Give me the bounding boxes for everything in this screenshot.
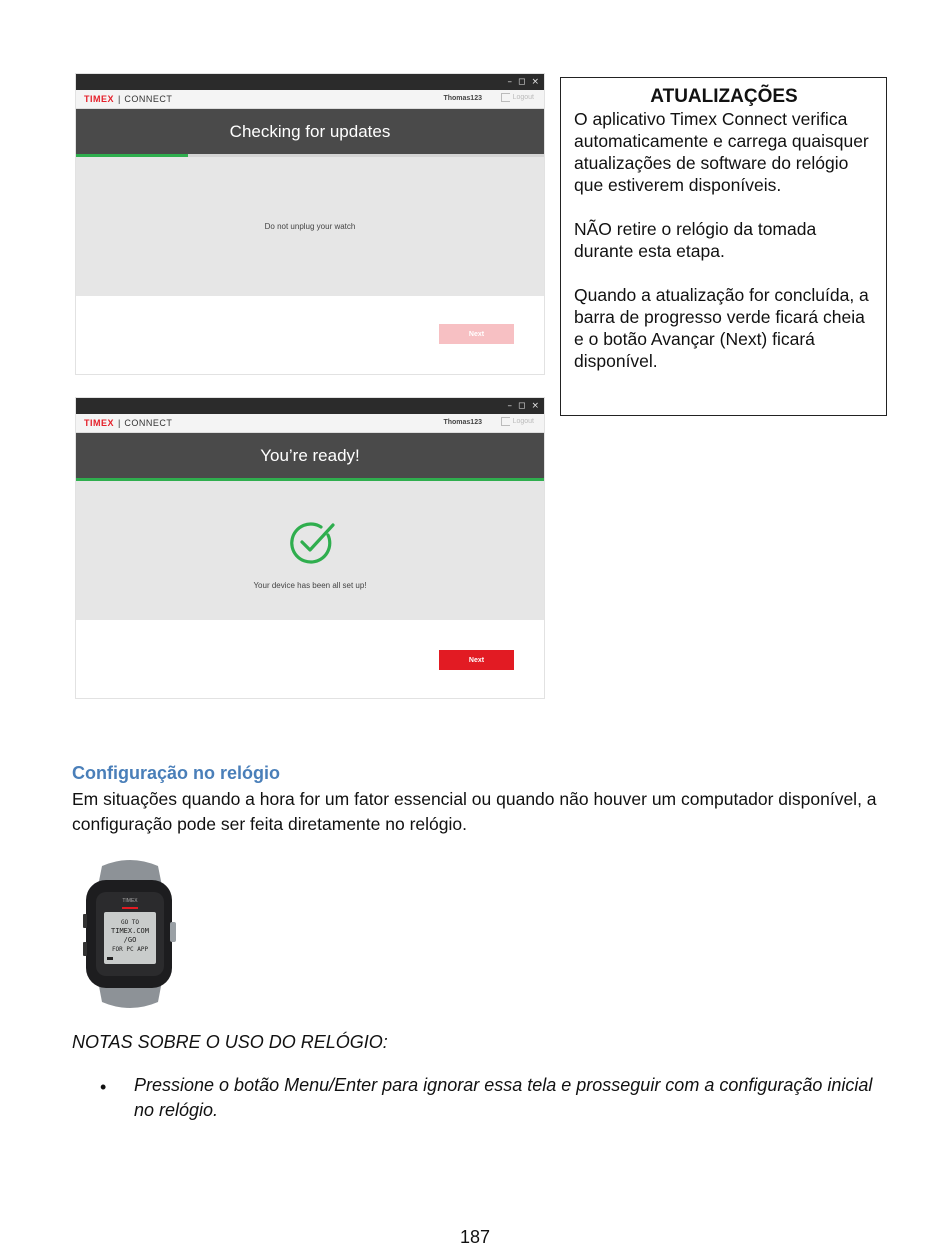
app-screenshot-ready — [75, 397, 545, 699]
status-message: Your device has been all set up! — [253, 581, 367, 590]
info-paragraph: Quando a atualização for concluída, a barra de progresso verde ficará cheia e o botão Avançar (Next) ficará disponível. — [574, 285, 869, 371]
maximize-icon[interactable]: ◻ — [517, 401, 526, 411]
maximize-icon[interactable]: ◻ — [517, 77, 526, 87]
timex-logo: TIMEX — [84, 418, 115, 428]
notes-title: NOTAS SOBRE O USO DO RELÓGIO: — [72, 1032, 388, 1052]
logout-button[interactable] — [501, 417, 534, 426]
app-header — [76, 414, 544, 433]
list-item: Pressione o botão Menu/Enter para ignorar essa tela e prosseguir com a configuração inicial no relógio. — [134, 1075, 873, 1120]
updates-info-box — [560, 77, 887, 416]
window-title-bar — [76, 398, 544, 414]
info-paragraph: NÃO retire o relógio da tomada durante esta etapa. — [574, 219, 817, 261]
content-area — [76, 481, 544, 620]
page-number: 187 — [459, 1227, 491, 1247]
minimize-icon[interactable]: – — [507, 77, 512, 87]
page-title: Checking for updates — [76, 109, 544, 154]
logout-icon — [501, 93, 510, 102]
checkmark-icon — [288, 519, 336, 567]
minimize-icon[interactable]: – — [507, 401, 512, 411]
bullet-point: • — [100, 1077, 107, 1097]
app-screenshot-checking-updates — [75, 73, 545, 375]
timex-logo: TIMEX — [84, 94, 115, 104]
connect-label: CONNECT — [124, 94, 173, 104]
close-icon[interactable]: × — [531, 401, 539, 411]
watch-screen-line: GO TO — [120, 919, 140, 926]
next-button[interactable]: Next — [439, 650, 514, 670]
next-button-disabled[interactable]: Next — [439, 324, 514, 344]
watch-screen-line: /GO — [123, 936, 137, 944]
close-icon[interactable]: × — [531, 77, 539, 87]
logout-icon — [501, 417, 510, 426]
connect-label: CONNECT — [124, 418, 173, 428]
logout-label: Logout — [512, 418, 534, 425]
section-body: Em situações quando a hora for um fator essencial ou quando não houver um computador disponível, a configuração pode ser feita diretamente no relógio. — [72, 789, 877, 834]
brand-separator: | — [118, 418, 121, 428]
logout-label: Logout — [512, 94, 534, 101]
watch-image — [82, 856, 178, 1011]
watch-brand: TIMEX — [122, 898, 138, 904]
status-message: Do not unplug your watch — [264, 222, 356, 231]
app-header — [76, 90, 544, 109]
info-paragraph: O aplicativo Timex Connect verifica automaticamente e carrega quaisquer atualizações de software do relógio que estiverem disponíveis. — [574, 109, 869, 195]
username: Thomas123 — [443, 419, 482, 426]
window-title-bar — [76, 74, 544, 90]
watch-screen-line: FOR PC APP — [111, 946, 149, 953]
watch-screen-line: TIMEX.COM — [111, 927, 149, 935]
page-title: You’re ready! — [76, 433, 544, 478]
brand-separator: | — [118, 94, 121, 104]
logout-button[interactable] — [501, 93, 534, 102]
username: Thomas123 — [443, 95, 482, 102]
section-title: Configuração no relógio — [72, 763, 281, 783]
content-area — [76, 157, 544, 296]
info-box-title: ATUALIZAÇÕES — [650, 86, 798, 107]
